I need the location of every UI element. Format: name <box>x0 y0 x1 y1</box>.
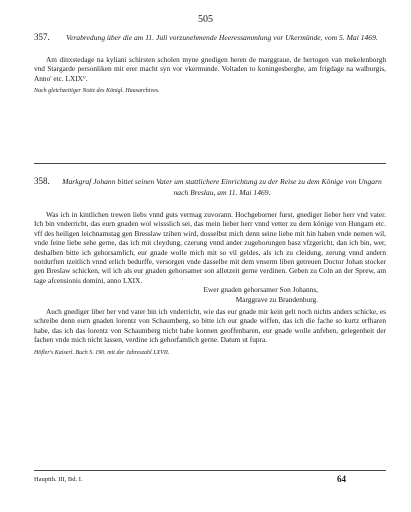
page-footer <box>34 476 386 483</box>
signature-line-2: Marggrave zu Brandenburg. <box>235 294 318 304</box>
footer-signature-mark: 64 <box>337 474 346 484</box>
document-357-text: Am dinxstedage na kyliani schirsten scholen myne gnedigen heren de marggraue, de hertogen van mekelenborgh vnd Stargarde personliken mit erer macht syn vor vkermunde. Voltaden to koningesberghe, am frigdage na walburgis, Anno' etc. LXIX°. <box>34 55 386 83</box>
document-358-title: Markgraf Johann bittet seinen Vater um stattlichere Einrichtung zu der Reise zu dem Könige von Ungarn nach Breslau, am 11. Mai 1469. <box>62 177 382 197</box>
document-358-source-note: Höfler's Kaiserl. Buch S. 190. mit der Jahreszahl LXVII. <box>34 349 170 356</box>
page-number: 505 <box>198 14 213 25</box>
document-358-heading <box>34 176 386 198</box>
document-357-number: 357. <box>34 32 50 42</box>
footer-rule <box>34 470 386 471</box>
document-357-heading <box>34 32 386 43</box>
footer-volume: Hauptth. III, Bd. I. <box>34 476 83 483</box>
document-358-postscript: Auch gnediger liber her vnd vater bin ich vnderricht, wie das eur gnade mir kein gelt noch nichts anders schicke, es schreibe denn eurn gnaden lorentz von Schaumberg, so bitte ich eur gnade wiffen, das ich die fache so kurtz erfharen habe, das ich das lorentz von Schaumberg nicht habe konnen geoffenbaren, eur gnade wolle anfehen, gelegenheit der fachen vnde mich nicht lassen, verdine ich gehorfamlich gerne. Datum ut fupra. <box>34 307 386 345</box>
document-358-letter-body: Was ich in kintlichen trewen liebs vnnd guts vermag zuvorann. Hochgeborner furst, gnediger lieber herr vnd vater. Ich bin vnderricht, das eurn gnaden wol wissslich sei, das mein lieber herr vnnd vetter zu dem könige von Hungarn etc. vff des heiligen leichnamstag gen Bresslaw tzihen wird, dosselbst mich denn seine liebe mit hin haben vnde nemen wil, vnde feine liebe sehe gerne, das ich mit cleydung, czerung vnnd ander zugehorungen basz vfzgericht, dan ich bin, wer, deshalben bitte ich gehorsamlich, eur gnade wolle mich mit so vil geldes, als ich zu cleidung, zerung vnnd andern notdurften tzeitlich vnnd erlich bedurffe, versorgen vnde dasselbe mit dem vnserm liben getreuen Doctor Johan stocker gen Breslaw schicken, wil ich als eur gnaden gehorsamer son alletzeit gerne verdinen. Geben zu Coln an der Sprew, am tage afcensionis domini, anno LXIX. <box>34 210 386 285</box>
document-357 <box>34 32 386 95</box>
separator-rule <box>34 163 386 164</box>
document-357-source-note: Nach gleichzeitiger Notiz des Königl. Hausarchives. <box>34 88 160 95</box>
signature-line-1: Ewer gnaden gehorsamer Son Johanns, <box>203 285 318 295</box>
document-357-title: Verabredung über die am 11. Juli vorzunehmende Heeressammlung vor Ukermünde, vom 5. Mai 1469. <box>66 33 378 42</box>
document-358-number: 358. <box>34 176 50 186</box>
document-358 <box>34 176 386 357</box>
